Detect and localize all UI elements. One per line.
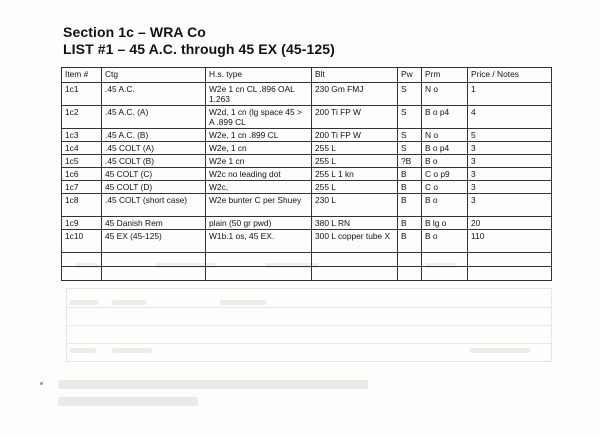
prm-cell: B o: [422, 230, 468, 253]
blt-cell: 255 L 1 kn: [312, 168, 398, 181]
empty-cell: [398, 253, 422, 267]
ctg-cell: 45 Danish Rem: [102, 217, 206, 230]
empty-table-row: [62, 253, 552, 267]
price-cell: 3: [468, 142, 552, 155]
empty-cell: [206, 267, 312, 281]
item-cell: 1c7: [62, 181, 102, 194]
ctg-cell: .45 COLT (B): [102, 155, 206, 168]
blt-cell: 255 L: [312, 142, 398, 155]
hs-type-cell: W2c no leading dot: [206, 168, 312, 181]
ctg-cell: .45 COLT (short case): [102, 194, 206, 217]
pw-cell: S: [398, 106, 422, 129]
table-header-row: [62, 68, 552, 83]
empty-cell: [422, 267, 468, 281]
prm-cell: B o p4: [422, 106, 468, 129]
hs-type-cell: W2e, 1 cn .899 CL: [206, 129, 312, 142]
table-row: [62, 217, 552, 230]
empty-cell: [102, 267, 206, 281]
hs-type-cell: W2e, 1 cn: [206, 142, 312, 155]
blt-cell: 230 L: [312, 194, 398, 217]
cartridge-list-table: [61, 67, 552, 281]
ghost-table: [66, 288, 552, 362]
table-row: [62, 106, 552, 129]
price-cell: 3: [468, 194, 552, 217]
table-row: [62, 129, 552, 142]
pw-cell: B: [398, 230, 422, 253]
scan-speck: [40, 382, 43, 385]
prm-cell: B lg o: [422, 217, 468, 230]
hs-type-cell: W2c,: [206, 181, 312, 194]
empty-cell: [468, 267, 552, 281]
hs-type-cell: W2e 1 cn: [206, 155, 312, 168]
pw-cell: B: [398, 168, 422, 181]
price-cell: 3: [468, 168, 552, 181]
item-cell: 1c10: [62, 230, 102, 253]
item-cell: 1c1: [62, 83, 102, 106]
table-row: [62, 194, 552, 217]
prm-cell: N o: [422, 129, 468, 142]
price-cell: 3: [468, 155, 552, 168]
table-row: [62, 83, 552, 106]
hs-type-cell: W2d, 1 cn (lg space 45 > A .899 CL: [206, 106, 312, 129]
empty-cell: [468, 253, 552, 267]
empty-cell: [312, 253, 398, 267]
empty-cell: [422, 253, 468, 267]
table-row: [62, 168, 552, 181]
prm-cell: B o p4: [422, 142, 468, 155]
table-row: [62, 155, 552, 168]
pw-cell: S: [398, 83, 422, 106]
table-row: [62, 230, 552, 253]
list-title: LIST #1 – 45 A.C. through 45 EX (45-125): [63, 41, 335, 57]
section-title: Section 1c – WRA Co: [63, 24, 206, 40]
empty-cell: [312, 267, 398, 281]
ctg-cell: .45 A.C. (B): [102, 129, 206, 142]
ctg-cell: 45 COLT (C): [102, 168, 206, 181]
price-cell: 3: [468, 181, 552, 194]
empty-cell: [62, 267, 102, 281]
blt-cell: 255 L: [312, 155, 398, 168]
empty-cell: [398, 267, 422, 281]
empty-cell: [206, 253, 312, 267]
table-row: [62, 142, 552, 155]
empty-cell: [102, 253, 206, 267]
price-cell: 20: [468, 217, 552, 230]
price-cell: 5: [468, 129, 552, 142]
page-heading: [63, 24, 335, 58]
item-cell: 1c9: [62, 217, 102, 230]
blt-cell: 200 Ti FP W: [312, 129, 398, 142]
item-cell: 1c5: [62, 155, 102, 168]
price-cell: 1: [468, 83, 552, 106]
price-cell: 4: [468, 106, 552, 129]
pw-cell: S: [398, 142, 422, 155]
empty-table-row: [62, 267, 552, 281]
pw-cell: B: [398, 217, 422, 230]
column-header-item: Item #: [62, 68, 102, 83]
column-header-pw: Pw: [398, 68, 422, 83]
item-cell: 1c6: [62, 168, 102, 181]
column-header-ctg: Ctg: [102, 68, 206, 83]
pw-cell: B: [398, 181, 422, 194]
hs-type-cell: plain (50 gr pwd): [206, 217, 312, 230]
ctg-cell: 45 COLT (D): [102, 181, 206, 194]
item-cell: 1c2: [62, 106, 102, 129]
prm-cell: B o: [422, 155, 468, 168]
column-header-hs-type: H.s. type: [206, 68, 312, 83]
item-cell: 1c8: [62, 194, 102, 217]
pw-cell: S: [398, 129, 422, 142]
blt-cell: 255 L: [312, 181, 398, 194]
item-cell: 1c4: [62, 142, 102, 155]
blt-cell: 200 Ti FP W: [312, 106, 398, 129]
hs-type-cell: W1b.1 os, 45 EX.: [206, 230, 312, 253]
ctg-cell: .45 COLT (A): [102, 142, 206, 155]
blt-cell: 230 Gm FMJ: [312, 83, 398, 106]
price-cell: 110: [468, 230, 552, 253]
blt-cell: 300 L copper tube X: [312, 230, 398, 253]
column-header-price: Price / Notes: [468, 68, 552, 83]
pw-cell: B: [398, 194, 422, 217]
ctg-cell: .45 A.C. (A): [102, 106, 206, 129]
item-cell: 1c3: [62, 129, 102, 142]
empty-cell: [62, 253, 102, 267]
hs-type-cell: W2e 1 cn CL .896 OAL 1.263: [206, 83, 312, 106]
ctg-cell: .45 A.C.: [102, 83, 206, 106]
prm-cell: N o: [422, 83, 468, 106]
pw-cell: ?B: [398, 155, 422, 168]
prm-cell: B o: [422, 194, 468, 217]
column-header-blt: Blt: [312, 68, 398, 83]
ctg-cell: 45 EX (45-125): [102, 230, 206, 253]
hs-type-cell: W2e bunter C per Shuey: [206, 194, 312, 217]
blt-cell: 380 L RN: [312, 217, 398, 230]
column-header-prm: Prm: [422, 68, 468, 83]
prm-cell: C o p9: [422, 168, 468, 181]
table-row: [62, 181, 552, 194]
prm-cell: C o: [422, 181, 468, 194]
